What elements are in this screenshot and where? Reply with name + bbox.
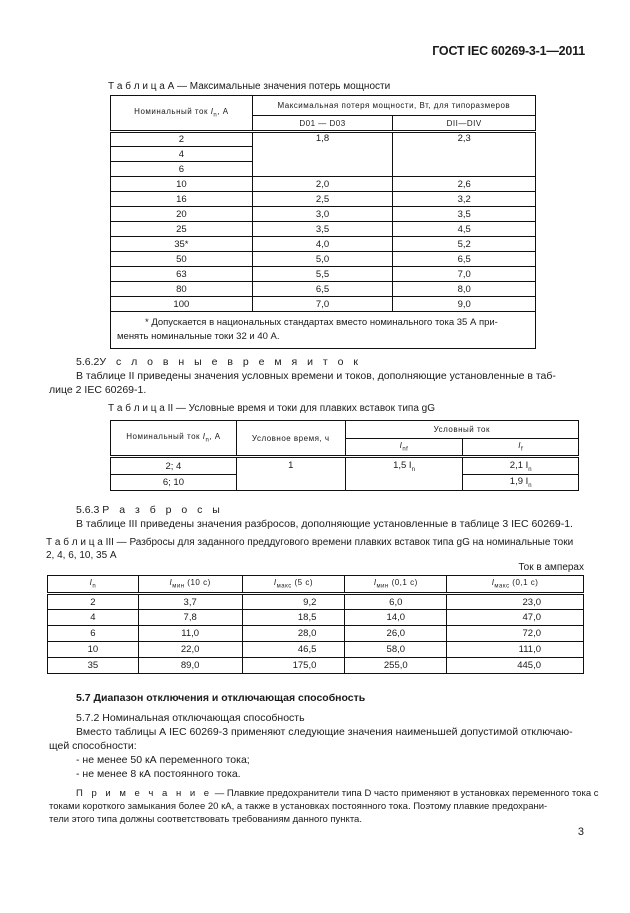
table-row: 10 2,0 2,6 — [111, 177, 536, 192]
column-header-rated-current: Номинальный ток $I_n$, А — [111, 96, 253, 132]
table-row: 2 1,8 2,3 — [111, 132, 536, 147]
column-header-conventional-time: Условное время, ч — [236, 421, 345, 457]
table-row: 63 5,5 7,0 — [111, 267, 536, 282]
table-row: 6 — [111, 162, 536, 177]
column-header-imax-5s: $I_{макс}$ (5 с) — [242, 576, 345, 594]
column-group-header-conventional-current: Условный ток — [345, 421, 578, 439]
column-header-inf: $I_{nf}$ — [345, 439, 463, 457]
table-row: 25 3,5 4,5 — [111, 222, 536, 237]
table-iii-caption: Т а б л и ц а III — Разбросы для заданного преддугового времени плавких вставок типа gG на номинальные токи — [46, 537, 574, 548]
table-ii-conventional-time-current — [110, 420, 579, 491]
table-row: 2 3,7 9,2 6,0 23,0 — [48, 594, 584, 610]
section-5-6-3-paragraph: В таблице III приведены значения разбросов, дополняющие установленные в таблице 3 IEC 60269-1. — [76, 518, 573, 530]
column-group-header-power-loss: Максимальная потеря мощности, Вт, для типоразмеров — [252, 96, 535, 116]
column-header-dii-div: DII—DIV — [393, 116, 536, 132]
section-5-6-2-heading: 5.6.2У с л о в н ы е в р е м я и т о к — [76, 356, 362, 368]
column-header-imax-0-1s: $I_{макс}$ (0,1 с) — [447, 576, 584, 594]
table-row: 20 3,0 3,5 — [111, 207, 536, 222]
page-number: 3 — [577, 826, 584, 838]
table-row: 35* 4,0 5,2 — [111, 237, 536, 252]
section-5-6-2-paragraph-line1: В таблице II приведены значения условных времени и токов, дополняющие установленные в таб- — [76, 370, 556, 382]
section-5-6-2-paragraph-line2: лице 2 IEC 60269-1. — [49, 384, 147, 396]
section-5-7-heading: 5.7 Диапазон отключения и отключающая способность — [76, 692, 366, 704]
table-row: 80 6,5 8,0 — [111, 282, 536, 297]
column-header-imin-10s: $I_{мин}$ (10 с) — [138, 576, 242, 594]
table-iii-tolerances — [47, 575, 584, 674]
note-block: П р и м е ч а н и е — Плавкие предохранители типа D часто применяют в установках переменного тока с токами короткого замыкания более 20 кА, а также в установках постоянного тока. Поэтому плавкие предохрани- тели этого типа должны соответствовать требованиям данного пункта. — [49, 788, 599, 825]
table-row: 2; 4 1 1,5 $I_n$ 2,1 $I_n$ — [111, 457, 579, 475]
table-a-caption — [108, 81, 390, 92]
table-ii-caption: Т а б л и ц а II — Условные время и токи для плавких вставок типа gG — [108, 403, 435, 414]
table-a-power-loss — [110, 95, 536, 349]
section-5-7-2-heading: 5.7.2 Номинальная отключающая способность — [76, 712, 305, 724]
table-a-caption-text: А — Максимальные значения потерь мощности — [167, 81, 391, 92]
table-row: 10 22,0 46,5 58,0 111,0 — [48, 642, 584, 658]
column-header-imin-0-1s: $I_{мин}$ (0,1 с) — [345, 576, 447, 594]
table-a-caption-prefix: Т а б л и ц а — [108, 81, 165, 92]
column-header-d01-d03: D01 — D03 — [252, 116, 393, 132]
document-id-header: ГОСТ IEC 60269-3-1—2011 — [432, 44, 585, 58]
bullet-item: - не менее 8 кА постоянного тока. — [76, 768, 241, 780]
table-row: 4 7,8 18,5 14,0 47,0 — [48, 610, 584, 626]
table-row: 4 — [111, 147, 536, 162]
table-iii-unit-note: Ток в амперах — [518, 562, 584, 573]
table-a-footnote: * Допускается в национальных стандартах вместо номинального тока 35 А при- менять номинальные токи 32 и 40 А. — [111, 312, 536, 349]
column-header-rated-current: Номинальный ток $I_n$, А — [111, 421, 237, 457]
table-row: 100 7,0 9,0 — [111, 297, 536, 312]
section-5-7-2-paragraph-line2: щей способности: — [49, 740, 137, 752]
table-row: 6 11,0 28,0 26,0 72,0 — [48, 626, 584, 642]
section-5-7-2-paragraph-line1: Вместо таблицы А IEC 60269-3 применяют следующие значения наименьшей допустимой отключаю- — [76, 726, 573, 738]
table-row: 35 89,0 175,0 255,0 445,0 — [48, 658, 584, 674]
bullet-item: - не менее 50 кА переменного тока; — [76, 754, 250, 766]
table-row: 50 5,0 6,5 — [111, 252, 536, 267]
section-5-6-3-heading: 5.6.3 Р а з б р о с ы — [76, 504, 224, 516]
column-header-if: $I_f$ — [463, 439, 579, 457]
table-row: 16 2,5 3,2 — [111, 192, 536, 207]
column-header-in: $I_n$ — [48, 576, 139, 594]
table-row: 6; 10 1,9 $I_n$ — [111, 475, 579, 491]
table-iii-caption-line2: 2, 4, 6, 10, 35 А — [46, 550, 117, 561]
